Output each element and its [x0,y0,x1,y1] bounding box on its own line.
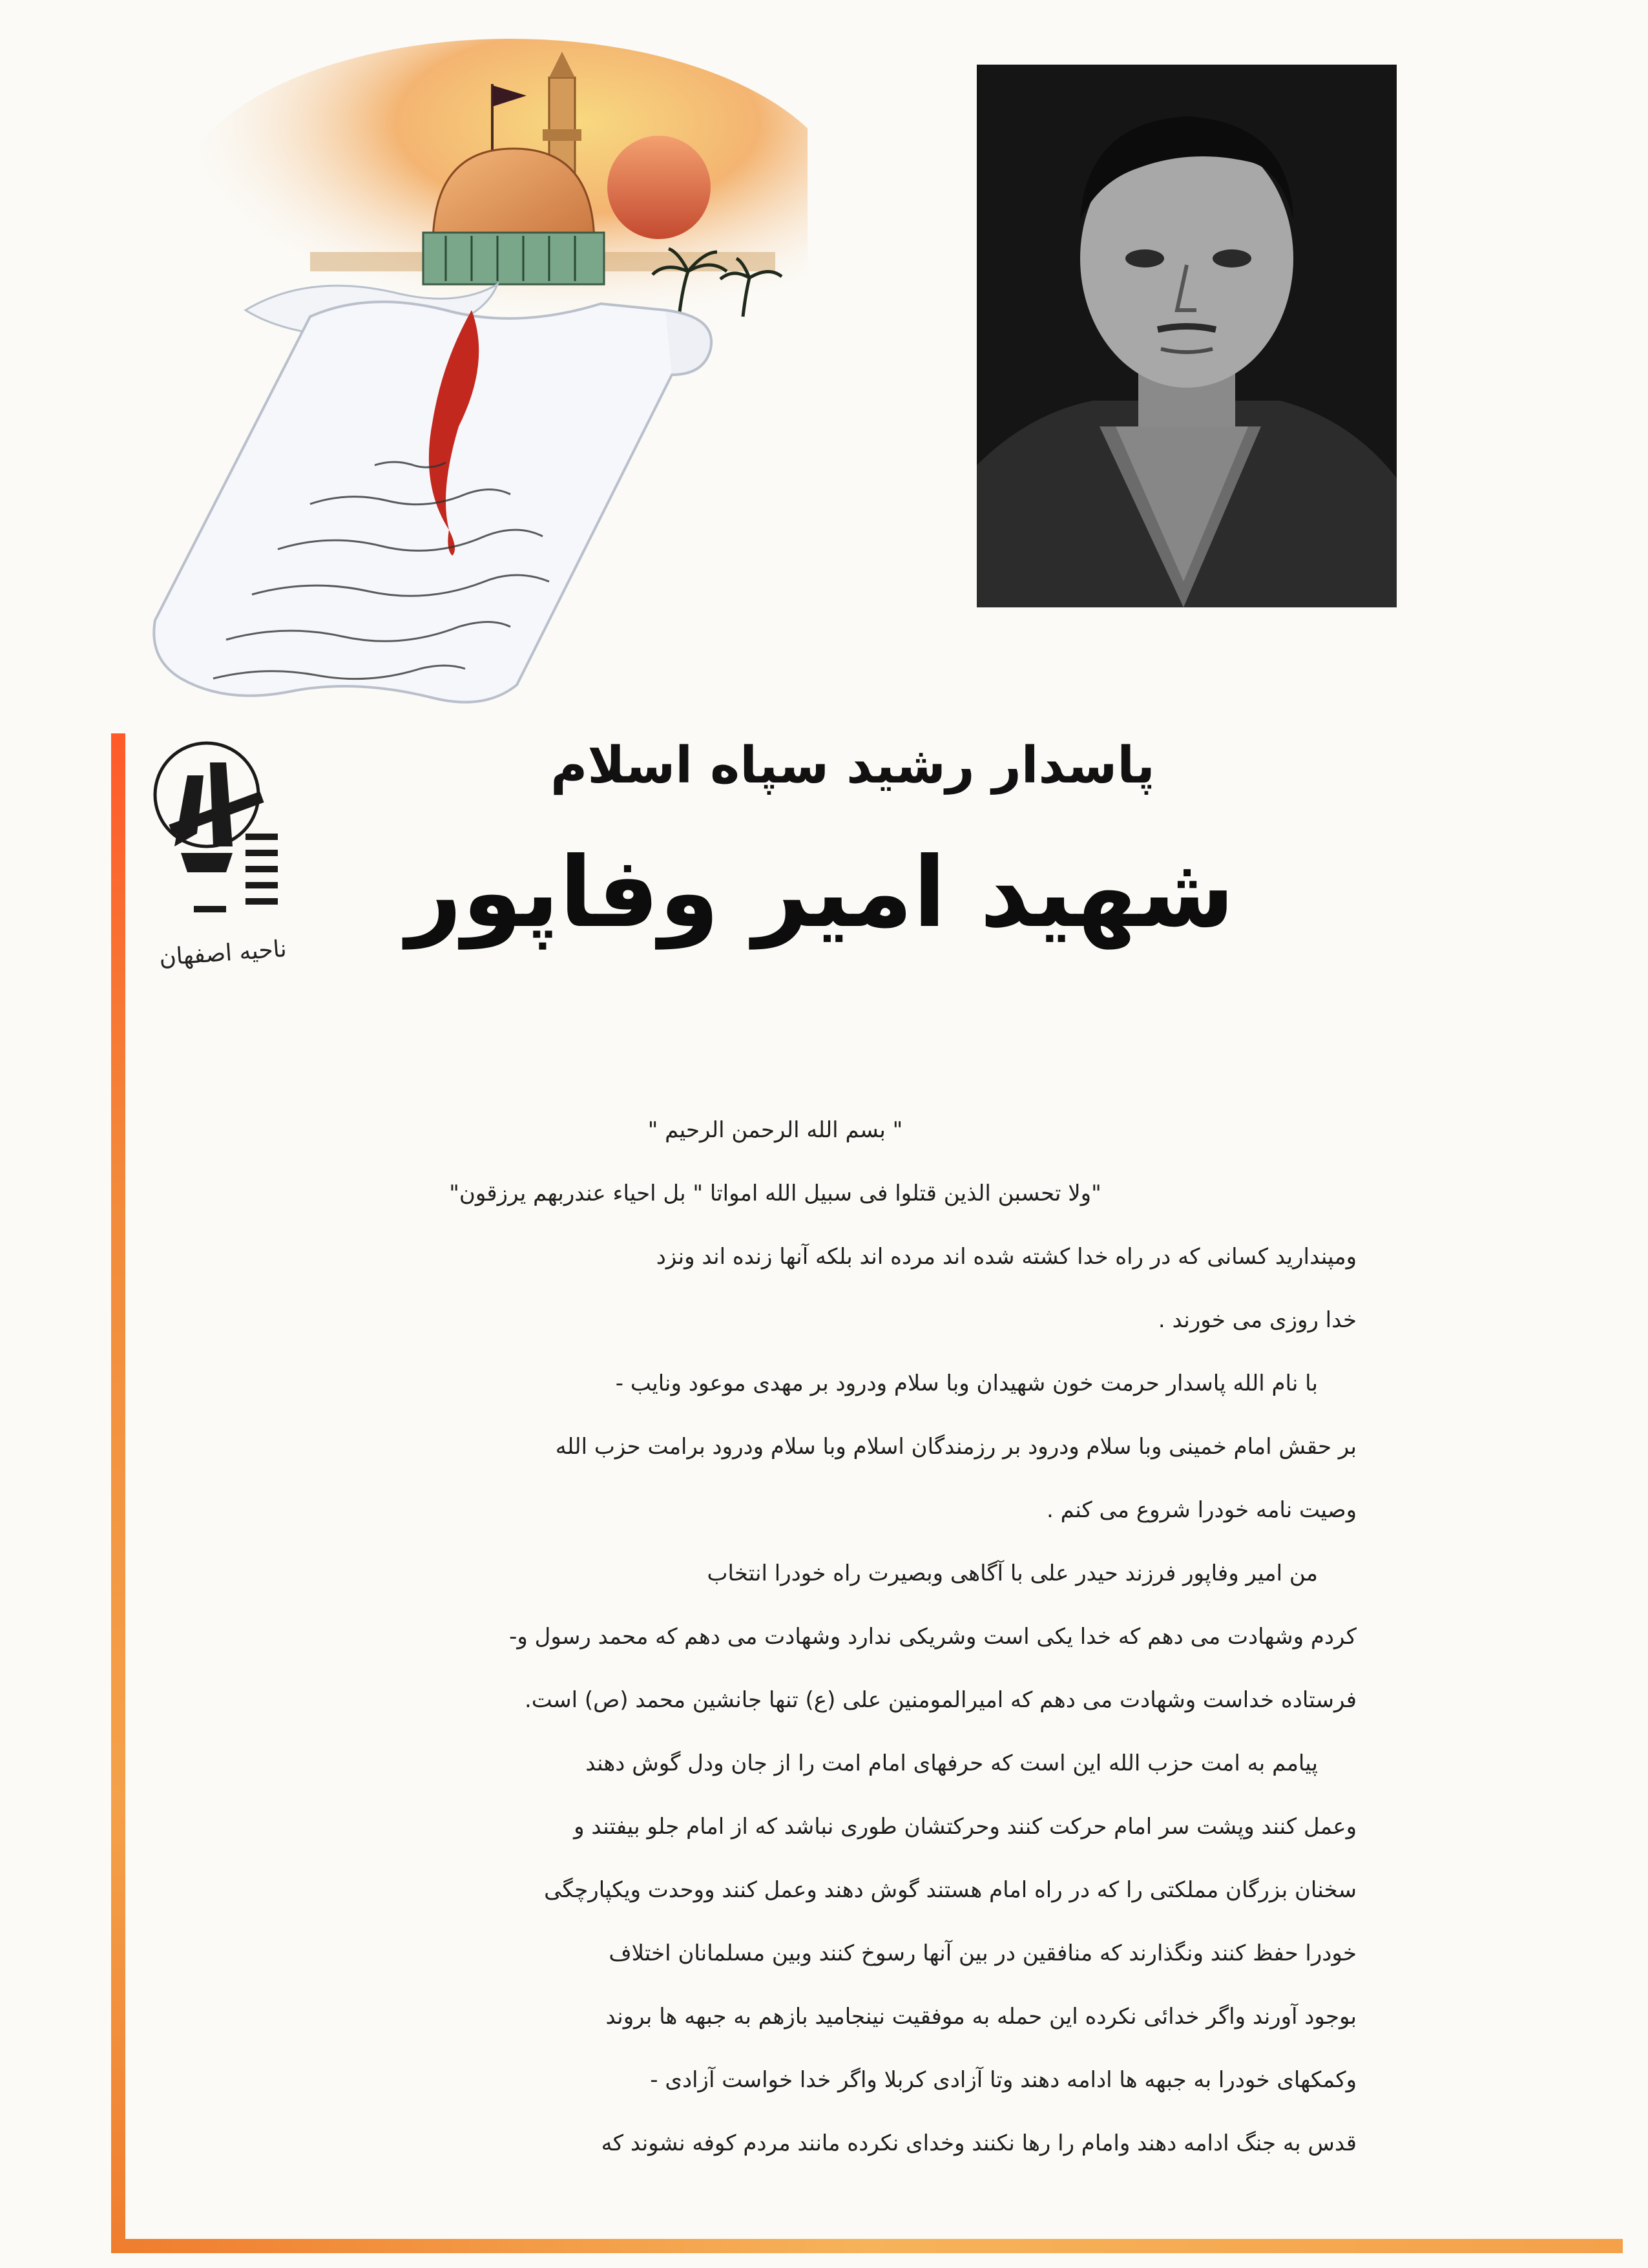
text-line: سخنان بزرگان مملکتی را که در راه امام هستند گوش دهند وعمل کنند ووحدت ویکپارچگی [544,1877,1357,1903]
testament-text [194,1098,1357,2175]
text-line: خدا روزی می خورند . [1158,1307,1357,1333]
text-line: خودرا حفظ کنند ونگذارند که منافقین در بین آنها رسوخ کنند وبین مسلمانان اختلاف [609,1940,1357,1966]
text-line: وصیت نامه خودرا شروع می کنم . [1046,1497,1357,1523]
text-line: فرستاده خداست وشهادت می دهم که امیرالمومنین علی (ع) تنها جانشین محمد (ص) است. [524,1687,1357,1713]
page-bottom-stripe [111,2239,1623,2253]
page-edge-stripe [111,733,125,2252]
text-line: با نام الله پاسدار حرمت خون شهیدان وبا سلام ودرود بر مهدی موعود ونایب - [615,1370,1318,1396]
text-line: بر حقش امام خمینی وبا سلام ودرود بر رزمندگان اسلام وبا سلام ودرود برامت حزب الله [555,1434,1357,1460]
shrine-scroll-illustration [97,39,808,737]
portrait-silhouette [977,65,1397,607]
martyr-portrait-photo [977,65,1397,607]
text-line: وکمکهای خودرا به جبهه ها ادامه دهند وتا آزادی کربلا واگر خدا خواست آزادی - [650,2067,1357,2093]
emblem-caption: ناحیه اصفهان [158,936,288,971]
text-line: کردم وشهادت می دهم که خدا یکی است وشریکی ندارد وشهادت می دهم که محمد رسول و- [509,1624,1357,1650]
text-line: ومپندارید کسانی که در راه خدا کشته شده اند مرده اند بلکه آنها زنده اند ونزد [656,1244,1357,1270]
text-line: "ولا تحسبن الذین قتلوا فی سبیل الله امواتا " بل احیاء عندربهم یرزقون" [449,1181,1101,1206]
text-line: من امیر وفاپور فرزند حیدر علی با آگاهی وبصیرت راه خودرا انتخاب [707,1560,1318,1586]
text-line: قدس به جنگ ادامه دهند وامام را رها نکنند وخدای نکرده مانند مردم کوفه نشوند که [601,2130,1357,2156]
text-line: بوجود آورند واگر خدائی نکرده این حمله به موفقیت نینجامید بازهم به جبهه ها بروند [605,2004,1357,2030]
text-line: وعمل کنند وپشت سر امام حرکت کنند وحرکتشان طوری نباشد که از امام جلو بیفتند و [574,1814,1357,1840]
text-line: " بسم الله الرحمن الرحیم " [647,1117,903,1143]
page-subtitle: پاسدار رشید سپاه اسلام [550,737,1155,795]
text-line: پیامم به امت حزب الله این است که حرفهای امام امت را از جان ودل گوش دهند [585,1750,1318,1776]
page-title: شهید امیر وفاپور [406,837,1235,949]
